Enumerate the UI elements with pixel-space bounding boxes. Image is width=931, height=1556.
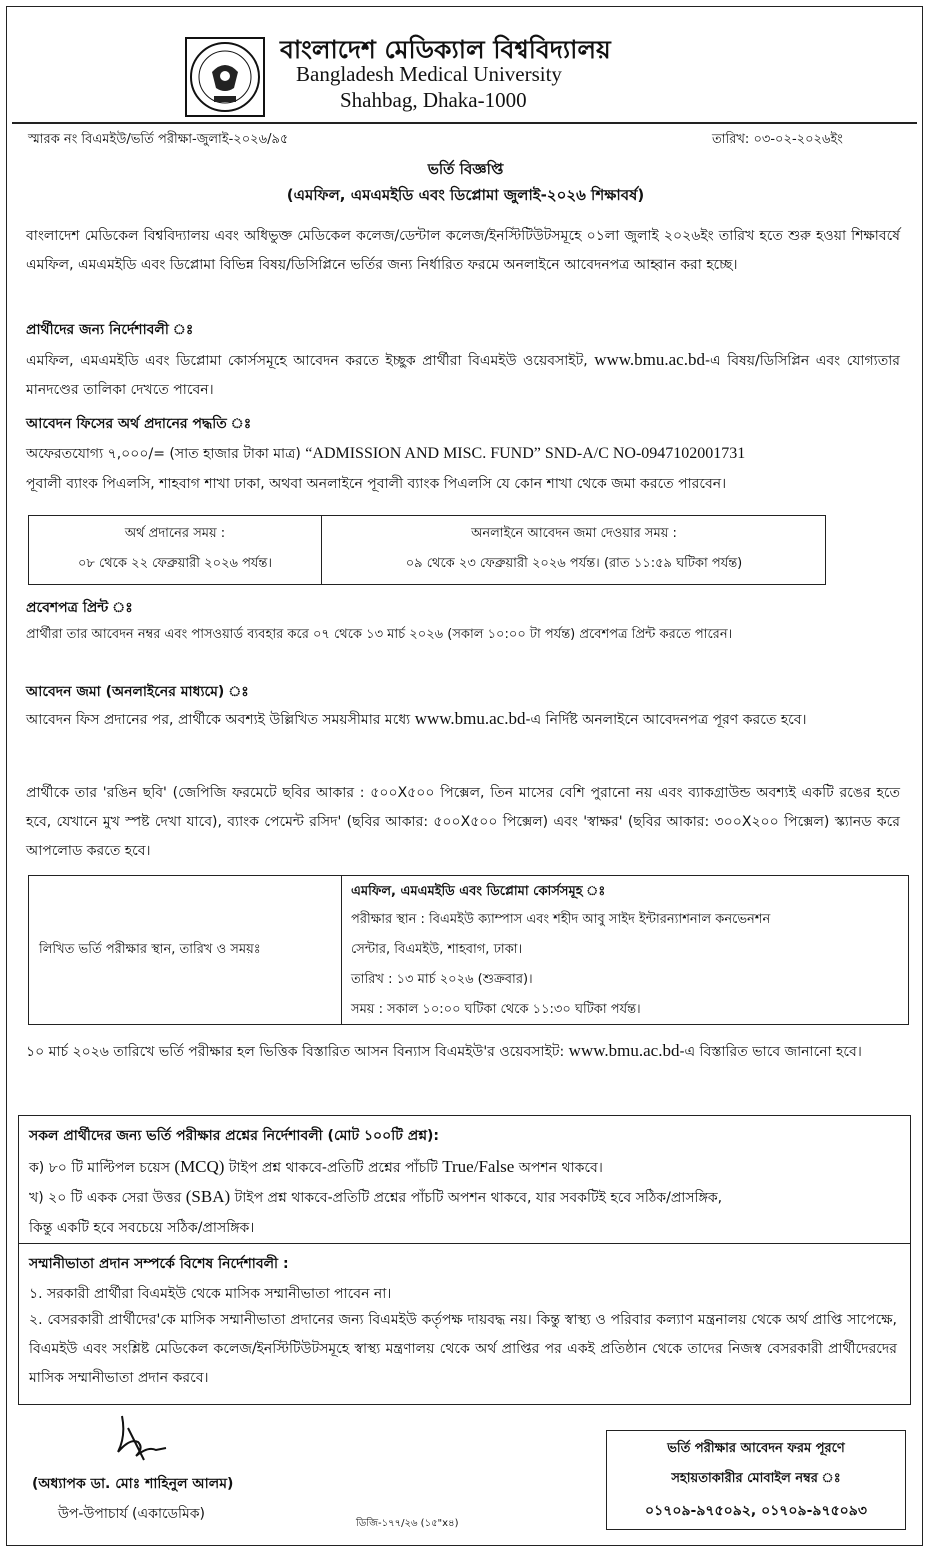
instructions-heading: প্রার্থীদের জন্য নির্দেশাবলী ঃ xyxy=(26,322,194,338)
notice-title: ভর্তি বিজ্ঞপ্তি xyxy=(427,160,504,178)
schedule-table xyxy=(28,515,826,585)
notice-date: তারিখ: ০৩-০২-২০২৬ইং xyxy=(712,132,843,147)
intro-paragraph: বাংলাদেশ মেডিকেল বিশ্ববিদ্যালয় এবং অধিভুক্ত মেডিকেল কলেজ/ডেন্টাল কলেজ/ইনস্টিটিউটসমূহে ০১লা জুলাই ২০২৬ইং তারিখ হতে শুরু হওয়া শিক্ষাবর্ষে এমফিল, এমএমইডি এবং ডিপ্লোমা বিভিন্ন বিষয়/ডিসিপ্লিনে ভর্তির জন্য নির্ধারিত ফরমে অনলাইনে আবেদনপত্র আহ্বান করা হচ্ছে। xyxy=(26,228,900,273)
signatory-name: (অধ্যাপক ডা. মোঃ শাহিনুল আলম) xyxy=(32,1476,234,1492)
university-address: Shahbag, Dhaka-1000 xyxy=(340,88,527,112)
help-box xyxy=(606,1430,906,1530)
payment-period-value: ০৮ থেকে ২২ ফেব্রুয়ারী ২০২৬ পর্যন্ত। xyxy=(77,556,273,571)
question-item-b-cont: কিন্তু একটি হবে সবচেয়ে সঠিক/প্রাসঙ্গিক। xyxy=(29,1220,255,1236)
notice-subtitle: (এমফিল, এমএমইডি এবং ডিপ্লোমা জুলাই-২০২৬ শিক্ষাবর্ষ) xyxy=(286,186,645,204)
exam-venue-line1: পরীক্ষার স্থান : বিএমইউ ক্যাম্পাস এবং শহীদ আবু সাইদ ইন্টারন্যাশনাল কনভেনশন xyxy=(351,912,771,927)
payment-period-label: অর্থ প্রদানের সময় : xyxy=(124,526,226,541)
exam-courses-heading: এমফিল, এমএমইডি এবং ডিপ্লোমা কোর্সসমূহ ঃ xyxy=(351,884,606,899)
website-link[interactable]: www.bmu.ac.bd xyxy=(568,1041,680,1060)
university-name-en: Bangladesh Medical University xyxy=(296,62,562,86)
payment-line2: পূবালী ব্যাংক পিএলসি, শাহবাগ শাখা ঢাকা, অথবা অনলাইনে পূবালী ব্যাংক পিএলসি যে কোন শাখা থেকে জমা করতে পারবেন। xyxy=(26,476,727,492)
payment-line1: অফেরতযোগ্য ৭,০০০/= (সাত হাজার টাকা মাত্র) “ADMISSION AND MISC. FUND” SND-A/C NO-0947102001731 xyxy=(26,445,746,462)
question-item-b: খ) ২০ টি একক সেরা উত্তর (SBA) টাইপ প্রশ্ন থাকবে-প্রতিটি প্রশ্নের পাঁচটি অপশন থাকবে, যার সবকটিই হবে সঠিক/প্রাসঙ্গিক, xyxy=(29,1187,723,1206)
online-period-label: অনলাইনে আবেদন জমা দেওয়ার সময় : xyxy=(471,526,677,541)
print-code: ডিজি-১৭৭/২৬ (১৫"x৪) xyxy=(356,1518,459,1529)
admit-heading: প্রবেশপত্র প্রিন্ট ঃ xyxy=(26,600,133,616)
upload-paragraph: প্রার্থীকে তার 'রঙিন ছবি' (জেপিজি ফরমেটে ছবির আকার : ৫০০X৫০০ পিক্সেল, তিন মাসের বেশি পুরানো নয় এবং ব্যাকগ্রাউন্ড অবশ্যই একটি রঙের হতে হবে, যেখানে মুখ স্পষ্ট দেখা যাবে), ব্যাংক পেমেন্ট রসিদ' (ছবির আকার: ৫০০X৫০০ পিক্সেল) এবং 'স্বাক্ষর' (ছবির আকার: ৩০০X২০০ পিক্সেল) স্ক্যানড করে আপলোড করতে হবে। xyxy=(26,785,900,859)
signature-icon xyxy=(108,1408,178,1468)
online-period-value: ০৯ থেকে ২৩ ফেব্রুয়ারী ২০২৬ পর্যন্ত। (রাত ১১:৫৯ ঘটিকা পর্যন্ত) xyxy=(405,556,743,571)
website-link[interactable]: www.bmu.ac.bd xyxy=(414,709,526,728)
honorarium-item-1: ১. সরকারী প্রার্থীরা বিএমইউ থেকে মাসিক সম্মানীভাতা পাবেন না। xyxy=(29,1286,392,1302)
signatory-designation: উপ-উপাচার্য (একাডেমিক) xyxy=(58,1506,205,1522)
memo-number: স্মারক নং বিএমইউ/ভর্তি পরীক্ষা-জুলাই-২০২৬/৯৫ xyxy=(28,132,289,147)
question-instructions-box xyxy=(18,1115,911,1405)
question-item-a: ক) ৮০ টি মাল্টিপল চয়েস (MCQ) টাইপ প্রশ্ন থাকবে-প্রতিটি প্রশ্নের পাঁচটি True/False অপশন থাকবে। xyxy=(29,1157,603,1176)
help-line1: ভর্তি পরীক্ষার আবেদন ফরম পূরণে xyxy=(667,1441,845,1456)
website-link[interactable]: www.bmu.ac.bd xyxy=(594,350,705,369)
honorarium-heading: সম্মানীভাতা প্রদান সম্পর্কে বিশেষ নির্দেশাবলী : xyxy=(29,1256,289,1272)
submission-heading: আবেদন জমা (অনলাইনের মাধ্যমে) ঃ xyxy=(26,684,249,700)
exam-table xyxy=(28,875,909,1025)
help-phone-numbers: ০১৭০৯-৯৭৫০৯২, ০১৭০৯-৯৭৫০৯৩ xyxy=(645,1503,867,1519)
seating-paragraph: ১০ মার্চ ২০২৬ তারিখে ভর্তি পরীক্ষার হল ভিত্তিক বিস্তারিত আসন বিন্যাস বিএমইউ'র ওয়েবসাইট: www.bmu.ac.bd-এ বিস্তারিত ভাবে জানানো হবে। xyxy=(26,1041,862,1060)
exam-venue-line2: সেন্টার, বিএমইউ, শাহবাগ, ঢাকা। xyxy=(351,942,523,957)
submission-paragraph: আবেদন ফিস প্রদানের পর, প্রার্থীকে অবশ্যই উল্লিখিত সময়সীমার মধ্যে www.bmu.ac.bd-এ নির্দিষ্ট অনলাইনে আবেদনপত্র পূরণ করতে হবে। xyxy=(26,709,807,728)
payment-heading: আবেদন ফিসের অর্থ প্রদানের পদ্ধতি ঃ xyxy=(26,416,252,432)
honorarium-item-2: ২. বেসরকারী প্রার্থীদের'কে মাসিক সম্মানীভাতা প্রদানের জন্য বিএমইউ কর্তৃপক্ষ দায়বদ্ধ নয়। কিন্তু স্বাস্থ্য ও পরিবার কল্যাণ মন্ত্রনালয় থেকে অর্থ প্রাপ্তি সাপেক্ষে, বিএমইউ এবং সংশ্লিষ্ট মেডিকেল কলেজ/ইনস্টিটিউটসমূহে স্বাস্থ্য মন্ত্রণালয় থেকে অর্থ প্রাপ্তির পর একই প্রতিষ্ঠান থেকে তাদের নিজস্ব বেসরকারী প্রার্থীদেরদের মাসিক সম্মানীভাতা প্রদান করবে। xyxy=(29,1312,897,1386)
exam-date: তারিখ : ১৩ মার্চ ২০২৬ (শুক্রবার)। xyxy=(351,972,533,987)
university-seal-icon xyxy=(184,36,266,118)
instructions-paragraph: এমফিল, এমএমইডি এবং ডিপ্লোমা কোর্সসমূহে আবেদন করতে ইচ্ছুক প্রার্থীরা বিএমইউ ওয়েবসাইট, www.bmu.ac.bd-এ বিষয়/ডিসিপ্লিন এবং যোগ্যতার মানদণ্ডের তালিকা দেখতে পাবেন। xyxy=(26,350,900,398)
university-name-bn: বাংলাদেশ মেডিক্যাল বিশ্ববিদ্যালয় xyxy=(280,35,611,64)
questions-heading: সকল প্রার্থীদের জন্য ভর্তি পরীক্ষার প্রশ্নের নির্দেশাবলী (মোট ১০০টি প্রশ্ন): xyxy=(29,1128,440,1144)
exam-label: লিখিত ভর্তি পরীক্ষার স্থান, তারিখ ও সময়ঃ xyxy=(39,942,261,957)
fund-account: “ADMISSION AND MISC. FUND” SND-A/C NO-0947102001731 xyxy=(305,445,746,462)
help-line2: সহায়তাকারীর মোবাইল নম্বর ঃ xyxy=(671,1471,841,1486)
exam-time: সময় : সকাল ১০:০০ ঘটিকা থেকে ১১:৩০ ঘটিকা পর্যন্ত। xyxy=(351,1002,641,1017)
admit-paragraph: প্রার্থীরা তার আবেদন নম্বর এবং পাসওয়ার্ড ব্যবহার করে ০৭ থেকে ১৩ মার্চ ২০২৬ (সকাল ১০:০০ টা পর্যন্ত) প্রবেশপত্র প্রিন্ট করতে পারেন। xyxy=(26,627,733,642)
header-divider xyxy=(12,122,917,124)
